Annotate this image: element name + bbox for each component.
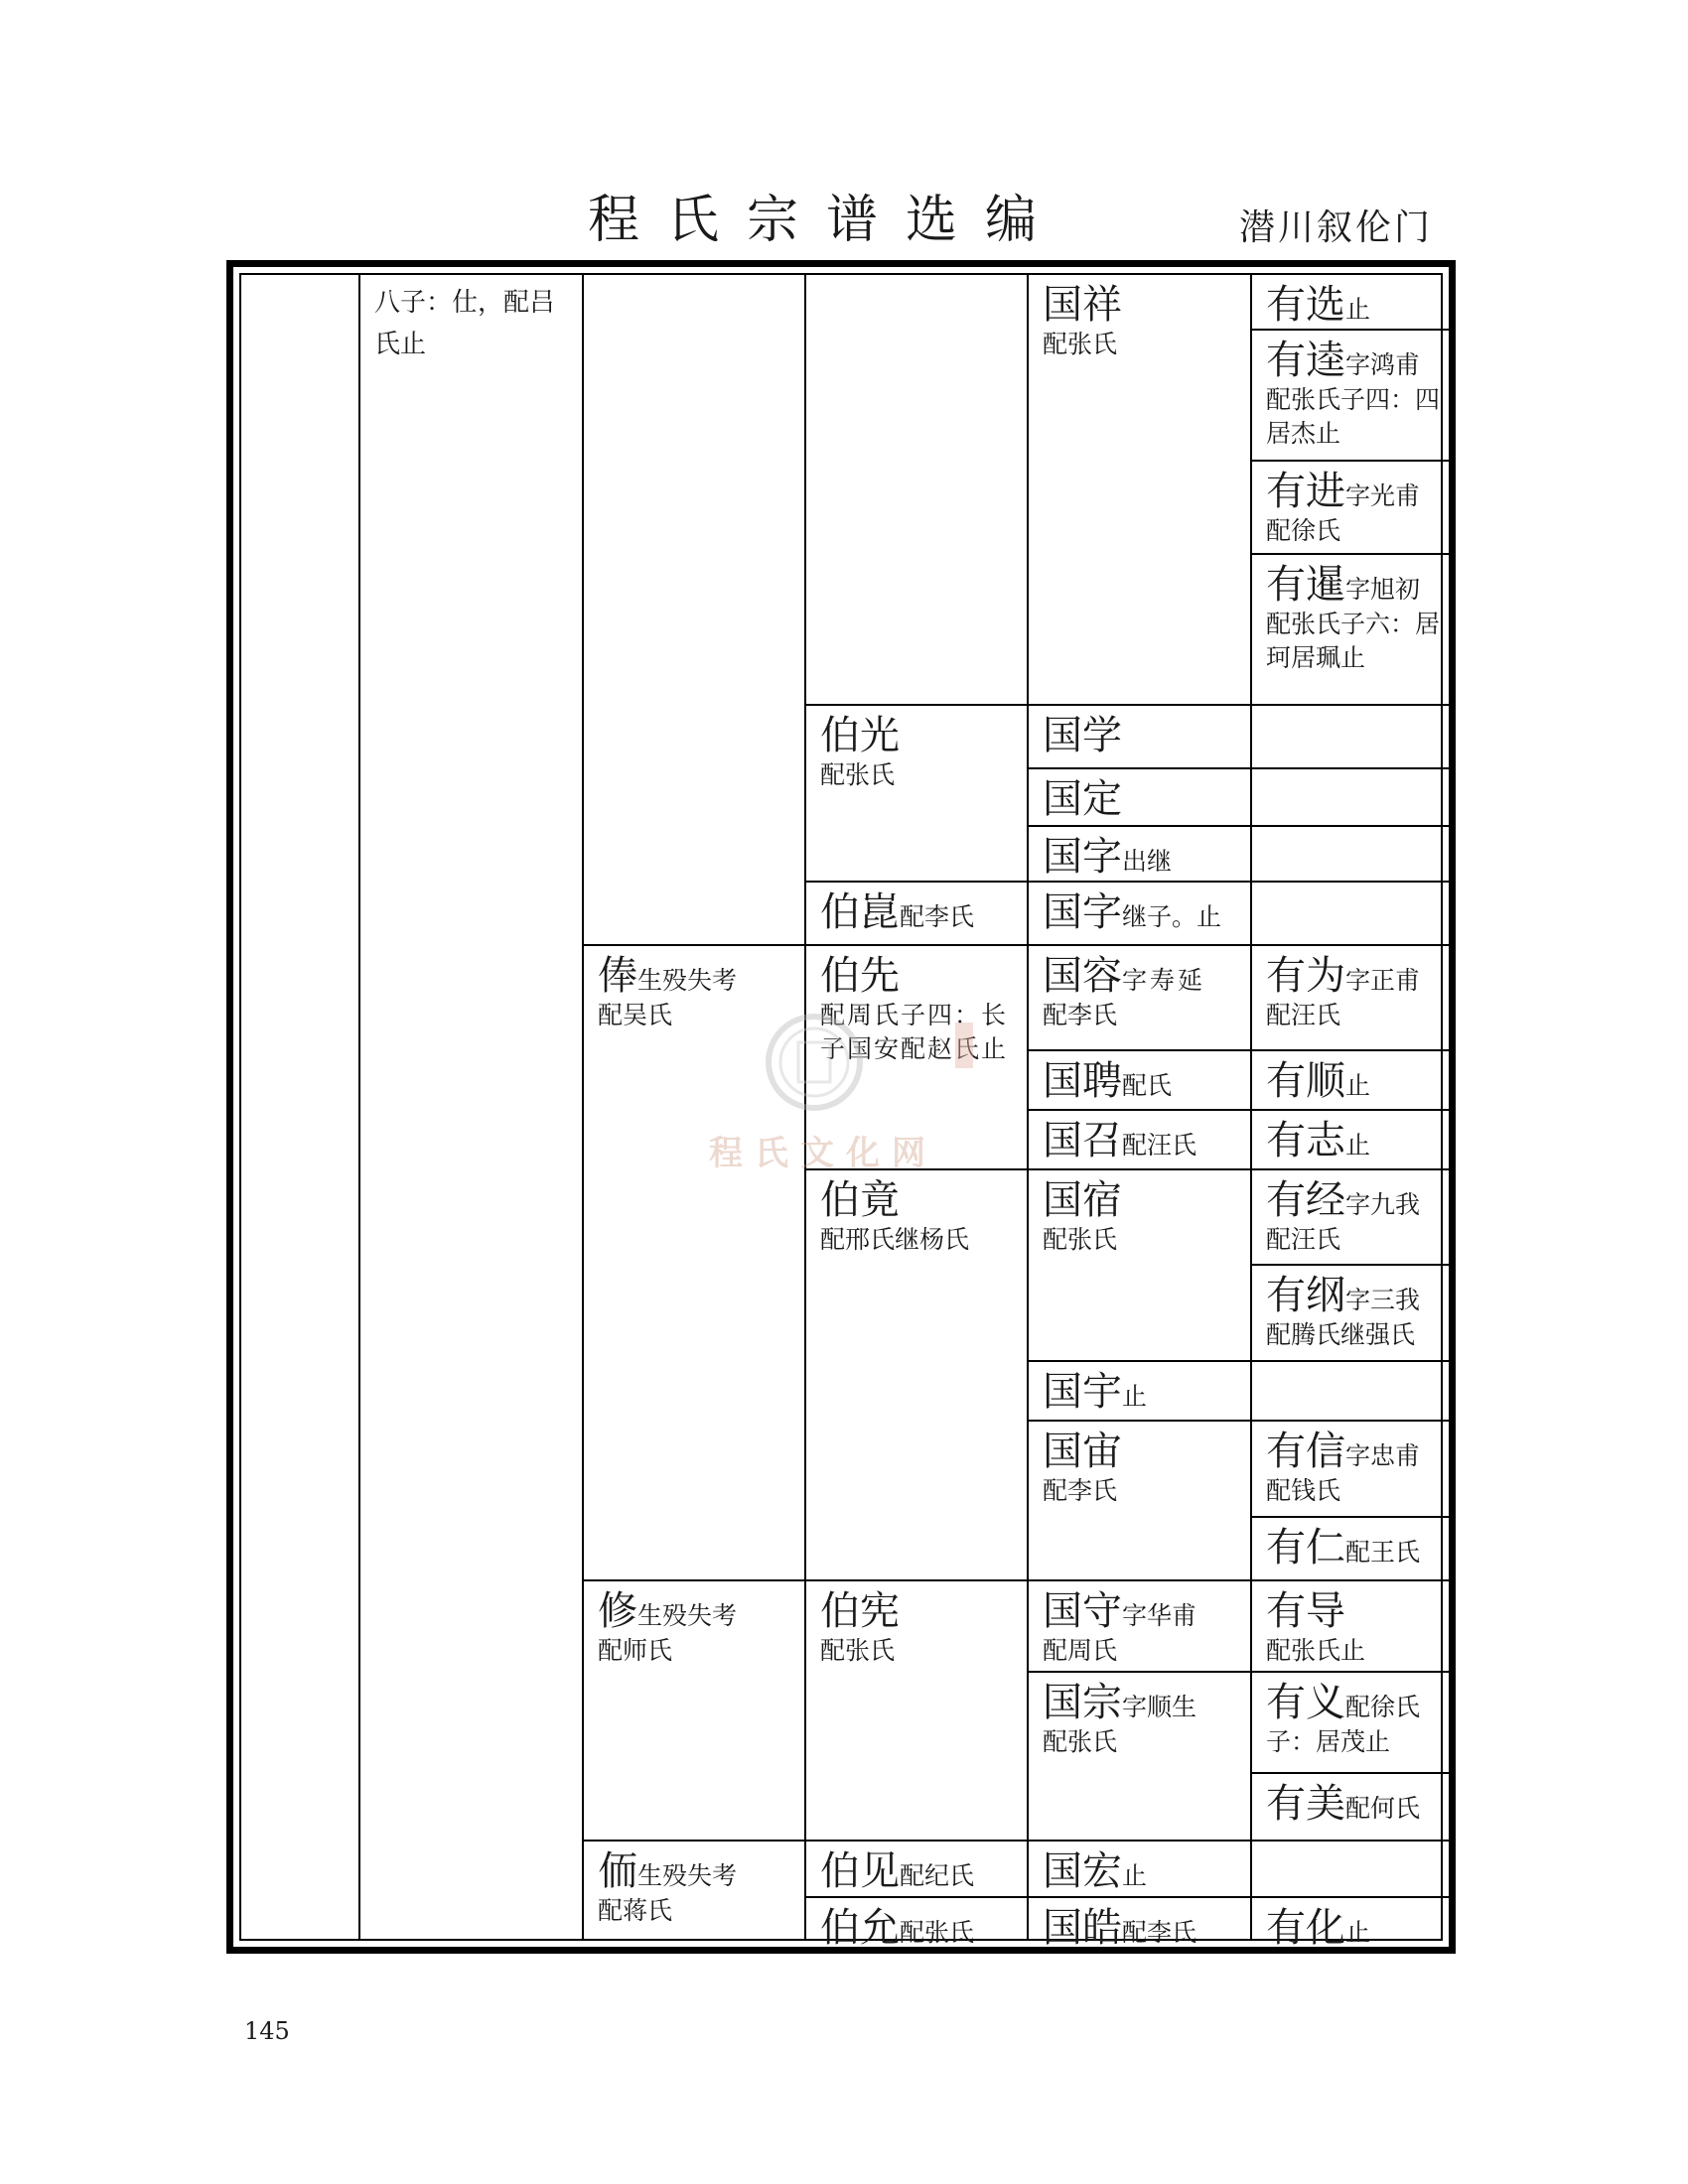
person-name: 有导 <box>1266 1588 1345 1634</box>
person-note-line: 配张氏 <box>1043 1727 1118 1756</box>
person-note: 配李氏 <box>900 902 975 931</box>
person-note-line: 配师氏 <box>598 1636 673 1665</box>
person-name: 侕 <box>598 1848 637 1894</box>
generation-4-entry <box>1029 1581 1249 1668</box>
person-name: 伯允 <box>820 1905 900 1951</box>
generation-4-entry <box>1029 827 1249 880</box>
person-note: 配王氏 <box>1345 1538 1421 1567</box>
generation-3-entry <box>806 1581 1027 1668</box>
person-note-line: 配张氏止 <box>1266 1636 1366 1665</box>
generation-5-entry <box>1252 1051 1449 1104</box>
person-name: 有选 <box>1266 282 1345 328</box>
generation-5-entry <box>1252 462 1449 548</box>
person-name: 有经 <box>1266 1177 1345 1223</box>
generation-2-entry <box>584 1581 804 1668</box>
person-name: 国宏 <box>1043 1848 1122 1894</box>
person-name: 国祥 <box>1043 282 1122 328</box>
person-name: 国字 <box>1043 889 1122 935</box>
person-note: 配纪氏 <box>900 1861 975 1890</box>
person-name: 国皓 <box>1043 1905 1122 1951</box>
person-note: 字寿延 <box>1122 966 1206 995</box>
generation-5-entry <box>1252 1774 1449 1827</box>
generation-2-entry <box>584 1842 804 1928</box>
person-note: 止 <box>1122 1382 1148 1411</box>
person-note-line: 配邢氏继杨氏 <box>820 1225 970 1254</box>
person-note: 字三我 <box>1345 1286 1421 1314</box>
person-note: 生殁失考 <box>637 1861 738 1890</box>
branch-title: 潜川叙伦门 <box>1239 207 1434 248</box>
person-name: 有进 <box>1266 469 1345 514</box>
person-note: 止 <box>1345 1918 1371 1947</box>
person-name: 有暹 <box>1266 562 1345 608</box>
person-name: 有义 <box>1266 1680 1345 1725</box>
person-note: 字旭初 <box>1345 575 1421 604</box>
person-name: 国学 <box>1043 713 1122 758</box>
person-note: 止 <box>1345 1131 1371 1160</box>
person-name: 有逵 <box>1266 338 1345 383</box>
person-name: 伯崑 <box>820 889 900 935</box>
person-name: 伯见 <box>820 1848 900 1894</box>
generation-4-entry <box>1029 769 1249 822</box>
generation-5-entry <box>1252 555 1449 675</box>
person-note-line: 配张氏子六：居珂居珮止 <box>1266 610 1441 672</box>
watermark-text: 程氏文化网 <box>709 1134 937 1173</box>
generation-5-entry <box>1252 1673 1449 1759</box>
generation-3-entry <box>806 946 1027 1066</box>
person-note: 继子。止 <box>1122 902 1222 931</box>
person-note: 生殁失考 <box>637 1601 738 1630</box>
person-note-line: 配吴氏 <box>598 1001 673 1029</box>
person-note: 配徐氏 <box>1345 1693 1421 1721</box>
generation-4-entry <box>1029 1898 1249 1951</box>
person-note: 生殁失考 <box>637 966 738 995</box>
person-name: 国守 <box>1043 1588 1122 1634</box>
person-note: 字正甫 <box>1345 966 1421 995</box>
person-name: 有为 <box>1266 953 1345 999</box>
person-name: 国宇 <box>1043 1369 1122 1415</box>
person-name: 有美 <box>1266 1781 1345 1827</box>
generation-5-entry <box>1252 1898 1449 1951</box>
generation-5-entry <box>1252 1111 1449 1163</box>
generation-2-entry <box>584 946 804 1032</box>
generation-4-entry <box>1029 1362 1249 1415</box>
person-name: 国容 <box>1043 953 1122 999</box>
person-name: 有信 <box>1266 1429 1345 1474</box>
person-note: 出继 <box>1122 847 1173 876</box>
person-name: 俸 <box>598 953 637 999</box>
generation-4-entry <box>1029 1422 1249 1508</box>
generation-3-entry <box>806 706 1027 792</box>
person-note-line: 配汪氏 <box>1266 1001 1341 1029</box>
person-note-line: 配张氏 <box>820 760 896 789</box>
generation-5-entry <box>1252 946 1449 1032</box>
person-note-line: 配汪氏 <box>1266 1225 1341 1254</box>
generation-4-entry <box>1029 1673 1249 1759</box>
generation-3-entry <box>806 1842 1027 1894</box>
person-note-line: 配周氏 <box>1043 1636 1118 1665</box>
person-note-line: 配徐氏 <box>1266 516 1341 545</box>
person-name: 伯光 <box>820 713 900 758</box>
generation-1-entry <box>360 275 581 365</box>
generation-4-entry <box>1029 883 1249 935</box>
person-note: 止 <box>1345 295 1371 324</box>
column-divider <box>804 275 806 1939</box>
person-note: 配氏 <box>1122 1071 1173 1100</box>
entry-note: 八子：仕，配吕氏止 <box>374 288 556 359</box>
person-note: 配何氏 <box>1345 1794 1421 1823</box>
generation-5-entry <box>1252 1422 1449 1508</box>
person-note-line: 配李氏 <box>1043 1476 1118 1505</box>
person-name: 国宙 <box>1043 1429 1122 1474</box>
person-note: 止 <box>1122 1861 1148 1890</box>
generation-4-entry <box>1029 275 1249 361</box>
person-name: 修 <box>598 1588 637 1634</box>
person-note-line: 配李氏 <box>1043 1001 1118 1029</box>
generation-4-entry <box>1029 1842 1249 1894</box>
generation-4-entry <box>1029 1051 1249 1104</box>
person-note-line: 配腾氏继强氏 <box>1266 1320 1416 1349</box>
generation-5-entry <box>1252 1518 1449 1570</box>
person-note-line: 子：居茂止 <box>1266 1727 1391 1756</box>
person-name: 伯竟 <box>820 1177 900 1223</box>
person-note: 配李氏 <box>1122 1918 1197 1947</box>
generation-5-entry <box>1252 275 1449 328</box>
person-note: 字鸿甫 <box>1345 350 1421 379</box>
person-name: 有化 <box>1266 1905 1345 1951</box>
person-name: 伯先 <box>820 953 900 999</box>
person-note-line: 配周氏子四：长子国安配赵氏止 <box>820 1001 1009 1063</box>
person-name: 国宗 <box>1043 1680 1122 1725</box>
person-name: 国宿 <box>1043 1177 1122 1223</box>
generation-3-entry <box>806 1170 1027 1257</box>
person-name: 有志 <box>1266 1118 1345 1163</box>
generation-4-entry <box>1029 706 1249 758</box>
person-name: 国召 <box>1043 1118 1122 1163</box>
person-note: 字顺生 <box>1122 1693 1197 1721</box>
book-title: 程氏宗谱选编 <box>588 191 1065 250</box>
column-divider <box>582 275 584 1939</box>
person-note: 字九我 <box>1345 1190 1421 1219</box>
person-note: 配汪氏 <box>1122 1131 1197 1160</box>
person-name: 国定 <box>1043 776 1122 822</box>
person-note-line: 配钱氏 <box>1266 1476 1341 1505</box>
generation-4-entry <box>1029 1170 1249 1257</box>
generation-5-entry <box>1252 1170 1449 1257</box>
person-note-line: 配张氏 <box>1043 330 1118 358</box>
generation-3-entry <box>806 1898 1027 1951</box>
person-note-line: 配张氏 <box>1043 1225 1118 1254</box>
person-note: 字光甫 <box>1345 481 1421 510</box>
person-note: 止 <box>1345 1071 1371 1100</box>
page-number: 145 <box>244 2017 290 2045</box>
person-name: 伯宪 <box>820 1588 900 1634</box>
person-name: 国聘 <box>1043 1058 1122 1104</box>
person-note-line: 配蒋氏 <box>598 1896 673 1925</box>
generation-5-entry <box>1252 1581 1449 1668</box>
generation-3-entry <box>806 883 1027 935</box>
person-name: 国字 <box>1043 834 1122 880</box>
table-inner-border <box>239 273 1443 1951</box>
genealogy-table <box>226 260 1456 1954</box>
person-note: 配张氏 <box>900 1918 975 1947</box>
generation-5-entry <box>1252 331 1449 451</box>
person-note-line: 配张氏 <box>820 1636 896 1665</box>
person-note: 字华甫 <box>1122 1601 1197 1630</box>
person-note-line: 配张氏子四：四居杰止 <box>1266 385 1441 448</box>
person-name: 有顺 <box>1266 1058 1345 1104</box>
generation-5-entry <box>1252 1266 1449 1352</box>
generation-4-entry <box>1029 1111 1249 1163</box>
person-name: 有仁 <box>1266 1525 1345 1570</box>
person-name: 有纲 <box>1266 1273 1345 1318</box>
generation-4-entry <box>1029 946 1249 1032</box>
person-note: 字忠甫 <box>1345 1441 1421 1470</box>
column-divider <box>358 275 360 1939</box>
